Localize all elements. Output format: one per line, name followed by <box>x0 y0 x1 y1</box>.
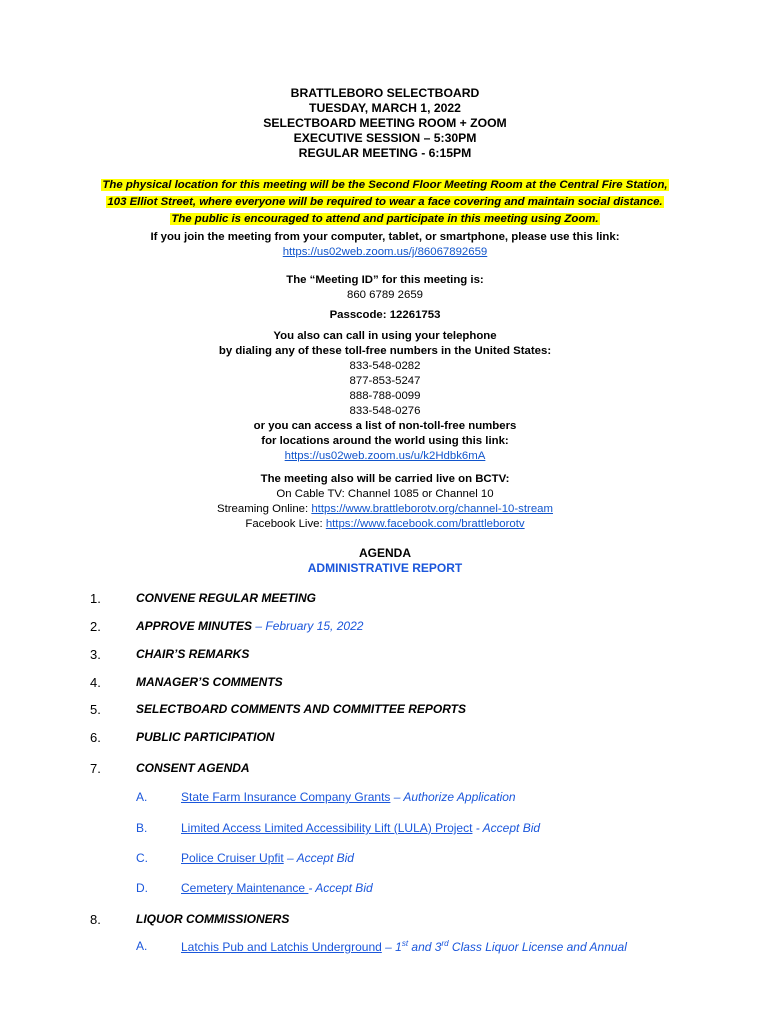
agenda-heading <box>0 546 770 576</box>
item-title: PUBLIC PARTICIPATION <box>136 730 275 744</box>
item-number: 4. <box>90 675 101 690</box>
header-location: SELECTBOARD MEETING ROOM + ZOOM <box>263 116 507 130</box>
header-regular-meeting: REGULAR MEETING - 6:15PM <box>298 146 472 160</box>
bctv-title: The meeting also will be carried live on BCTV: <box>260 473 510 485</box>
meeting-id-section <box>0 273 770 303</box>
sub-item-link[interactable]: Cemetery Maintenance <box>181 881 309 895</box>
phone-number: 888-788-0099 <box>349 390 421 402</box>
consent-item <box>0 851 770 869</box>
sub-item-letter: D. <box>136 881 148 895</box>
agenda-item <box>0 647 770 665</box>
consent-item <box>0 790 770 808</box>
sub-item-note: and 3 <box>408 940 442 954</box>
sub-item-link[interactable]: State Farm Insurance Company Grants <box>181 790 391 804</box>
item-title: CONVENE REGULAR MEETING <box>136 591 317 605</box>
passcode-section <box>0 308 770 323</box>
item-title: SELECTBOARD COMMENTS AND COMMITTEE REPORTS <box>136 702 467 716</box>
item-number: 1. <box>90 591 101 606</box>
phone-number: 833-548-0276 <box>349 405 421 417</box>
bctv-cable: On Cable TV: Channel 1085 or Channel 10 <box>276 488 494 500</box>
facebook-link[interactable]: https://www.facebook.com/brattleborotv <box>325 518 525 530</box>
notice-line-3: The public is encouraged to attend and participate in this meeting using Zoom. <box>171 213 599 225</box>
join-intro: If you join the meeting from your computer, tablet, or smartphone, please use this link: <box>150 231 620 243</box>
alt-numbers-2: for locations around the world using this link: <box>261 435 509 447</box>
ordinal-suffix: st <box>401 939 409 948</box>
sub-item-note: Class Liquor License and Annual <box>448 940 627 954</box>
zoom-meeting-link[interactable]: https://us02web.zoom.us/j/86067892659 <box>282 246 488 258</box>
item-title: APPROVE MINUTES <box>136 619 253 633</box>
sub-item-link[interactable]: Police Cruiser Upfit <box>181 851 284 865</box>
sub-item-letter: A. <box>136 790 148 804</box>
agenda-subtitle: ADMINISTRATIVE REPORT <box>307 561 463 575</box>
item-number: 5. <box>90 702 101 717</box>
meeting-header <box>0 86 770 161</box>
notice-line-2: 103 Elliot Street, where everyone will be required to wear a face covering and maintain social distance. <box>107 196 663 208</box>
meeting-id-value: 860 6789 2659 <box>346 289 423 301</box>
sub-item-note: - Accept Bid <box>308 881 373 895</box>
alt-numbers-link[interactable]: https://us02web.zoom.us/u/k2Hdbk6mA <box>284 450 486 462</box>
item-title: LIQUOR COMMISSIONERS <box>136 912 290 926</box>
agenda-item <box>0 619 770 637</box>
sub-item-note: – 1 <box>381 940 402 954</box>
sub-item-link[interactable]: Latchis Pub and Latchis Underground <box>181 940 382 954</box>
sub-item-note: – Accept Bid <box>283 851 354 865</box>
meeting-id-label: The “Meeting ID” for this meeting is: <box>286 274 484 286</box>
liquor-item <box>0 939 770 957</box>
item-number: 3. <box>90 647 101 662</box>
item-number: 8. <box>90 912 101 927</box>
header-date: TUESDAY, MARCH 1, 2022 <box>309 101 461 115</box>
streaming-link[interactable]: https://www.brattleborotv.org/channel-10-stream <box>311 503 553 515</box>
sub-item-letter: B. <box>136 821 148 835</box>
item-title: MANAGER’S COMMENTS <box>136 675 283 689</box>
facebook-label: Facebook Live: <box>245 518 326 530</box>
join-section <box>0 230 770 260</box>
item-title: CHAIR’S REMARKS <box>136 647 250 661</box>
bctv-section <box>0 472 770 532</box>
phone-intro-1: You also can call in using your telephone <box>273 330 497 342</box>
header-executive-session: EXECUTIVE SESSION – 5:30PM <box>293 131 477 145</box>
agenda-item <box>0 912 770 930</box>
passcode: Passcode: 12261753 <box>329 309 441 321</box>
location-notice <box>0 176 770 227</box>
item-note: – February 15, 2022 <box>252 619 364 633</box>
sub-item-note: - Accept Bid <box>472 821 541 835</box>
sub-item-note: – Authorize Application <box>390 790 516 804</box>
phone-intro-2: by dialing any of these toll-free numbers in the United States: <box>218 345 552 357</box>
phone-number: 877-853-5247 <box>349 375 421 387</box>
phone-section <box>0 329 770 464</box>
agenda-title: AGENDA <box>358 546 411 560</box>
alt-numbers-1: or you can access a list of non-toll-free numbers <box>253 420 517 432</box>
agenda-item <box>0 702 770 720</box>
ordinal-suffix: rd <box>441 939 449 948</box>
agenda-item <box>0 675 770 693</box>
agenda-item <box>0 591 770 609</box>
sub-item-link[interactable]: Limited Access Limited Accessibility Lift (LULA) Project <box>181 821 473 835</box>
sub-item-letter: A. <box>136 939 148 953</box>
sub-item-letter: C. <box>136 851 148 865</box>
item-number: 6. <box>90 730 101 745</box>
header-board-name: BRATTLEBORO SELECTBOARD <box>290 86 480 100</box>
streaming-label: Streaming Online: <box>217 503 312 515</box>
consent-item <box>0 881 770 899</box>
agenda-item <box>0 761 770 779</box>
phone-number: 833-548-0282 <box>349 360 421 372</box>
item-number: 7. <box>90 761 101 776</box>
item-number: 2. <box>90 619 101 634</box>
notice-line-1: The physical location for this meeting will be the Second Floor Meeting Room at the Central Fire Station, <box>102 179 668 191</box>
agenda-item <box>0 730 770 748</box>
item-title: CONSENT AGENDA <box>136 761 250 775</box>
consent-item <box>0 821 770 839</box>
